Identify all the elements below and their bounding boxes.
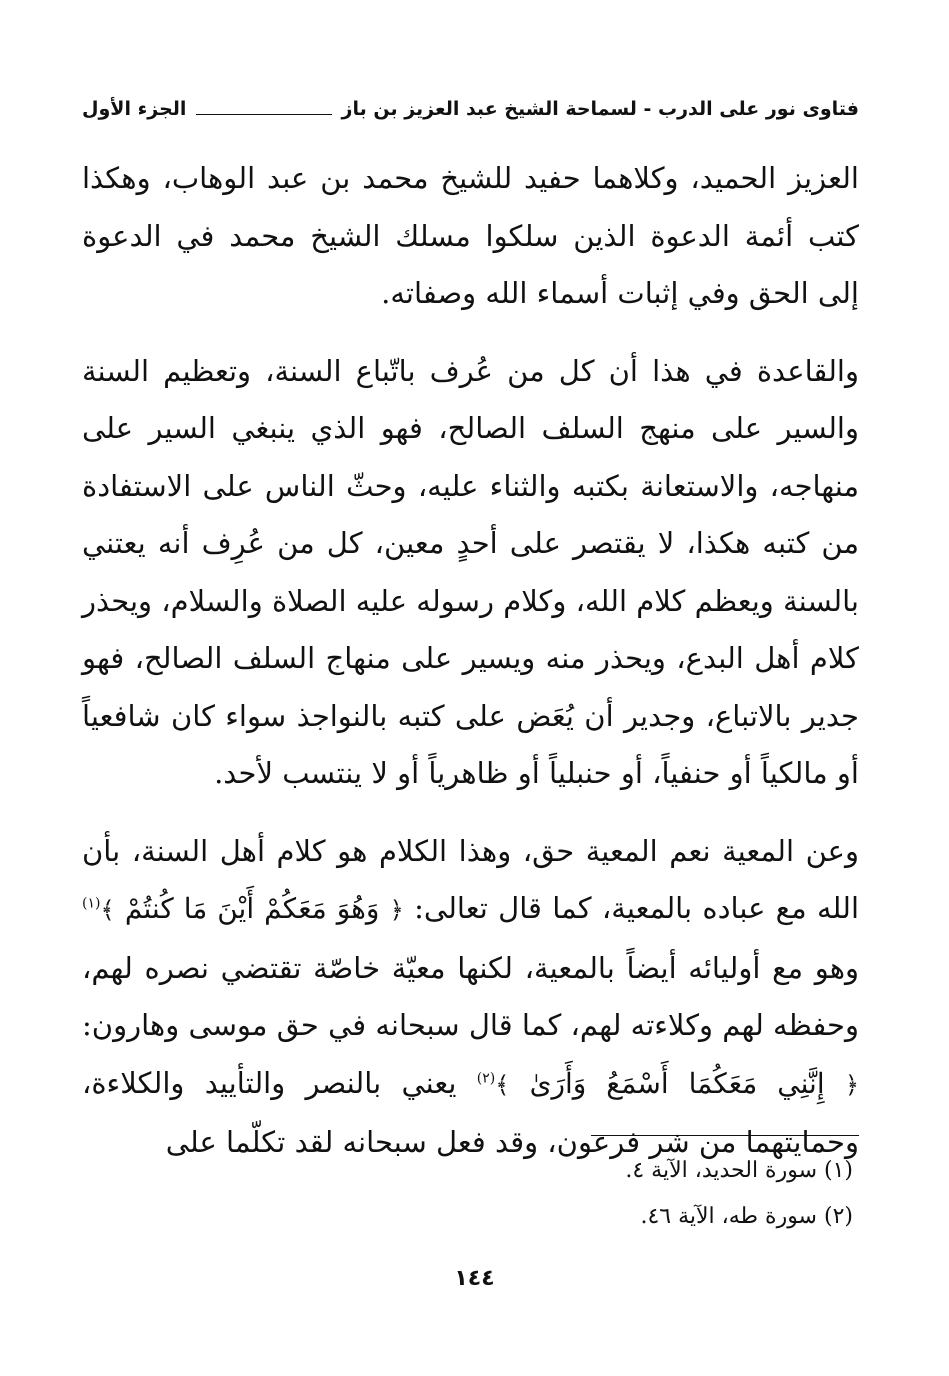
header-rule <box>196 114 331 115</box>
header-title: فتاوى نور على الدرب - لسماحة الشيخ عبد العزيز بن باز <box>341 98 859 120</box>
header-part: الجزء الأول <box>82 98 187 120</box>
footnote-ref-2: (٢) <box>476 1069 496 1086</box>
footnotes <box>400 1148 853 1240</box>
paragraph-3-part-a: وعن المعية نعم المعية حق، وهذا الكلام هو كلام أهل السنة، بأن الله مع عباده بالمعية، كما قال تعالى: <box>82 833 860 925</box>
paragraph-3 <box>82 823 859 1172</box>
verse-open-bracket: ﴿ <box>844 1070 859 1099</box>
body-text <box>82 150 859 1172</box>
quran-verse-1: وَهُوَ مَعَكُمْ أَيْنَ مَا كُنتُمْ <box>124 892 380 925</box>
paragraph-3-part-c: يعني بالنصر والتأييد والكلاءة، وحمايتهما من شر فرعون، وقد فعل سبحانه لقد تكلّما على <box>82 1065 859 1159</box>
footnote-2: (٢) سورة طه، الآية ٤٦. <box>640 1204 853 1229</box>
paragraph-1: العزيز الحميد، وكلاهما حفيد للشيخ محمد بن عبد الوهاب، وهكذا كتب أئمة الدعوة الذين سلكوا مسلك الشيخ محمد في الدعوة إلى الحق وفي إثبات أسماء الله وصفاته. <box>82 161 859 310</box>
page-number: ١٤٤ <box>454 1266 495 1291</box>
verse-open-bracket: ﴿ <box>389 896 404 924</box>
quran-verse-2: إِنَّنِي مَعَكُمَا أَسْمَعُ وَأَرَىٰ <box>529 1066 825 1100</box>
verse-close-bracket: ﴾ <box>100 896 115 924</box>
footnote-1: (١) سورة الحديد، الآية ٤. <box>625 1158 853 1183</box>
running-header <box>82 92 859 126</box>
paragraph-2: والقاعدة في هذا أن كل من عُرف باتّباع السنة، وتعظيم السنة والسير على منهج السلف الصالح، فهو الذي ينبغي السير على منهاجه، والاستعانة بكتبه والثناء عليه، وحثّ الناس على الاستفادة من كتبه هكذا، لا يقتصر على أحدٍ معين، كل من عُرِف أنه يعتني بالسنة ويعظم كلام الله، وكلام رسوله عليه الصلاة والسلام، ويحذر كلام أهل البدع، ويحذر منه ويسير على منهاج السلف الصالح، فهو جدير بالاتباع، وجدير أن يُعَض على كتبه بالنواجذ سواء كان شافعياً أو مالكياً أو حنفياً، أو حنبلياً أو ظاهرياً أو لا ينتسب لأحد. <box>82 353 859 790</box>
footnote-ref-1: (١) <box>82 895 101 912</box>
footnote-rule <box>591 1135 859 1136</box>
verse-close-bracket: ﴾ <box>495 1070 510 1099</box>
paragraph-3-part-b: وهو مع أوليائه أيضاً بالمعية، لكنها معيّة خاصّة تقتضي نصره لهم، وحفظه لهم وكلاءته لهم، كما قال سبحانه في حق موسى وهارون: <box>82 950 859 1042</box>
